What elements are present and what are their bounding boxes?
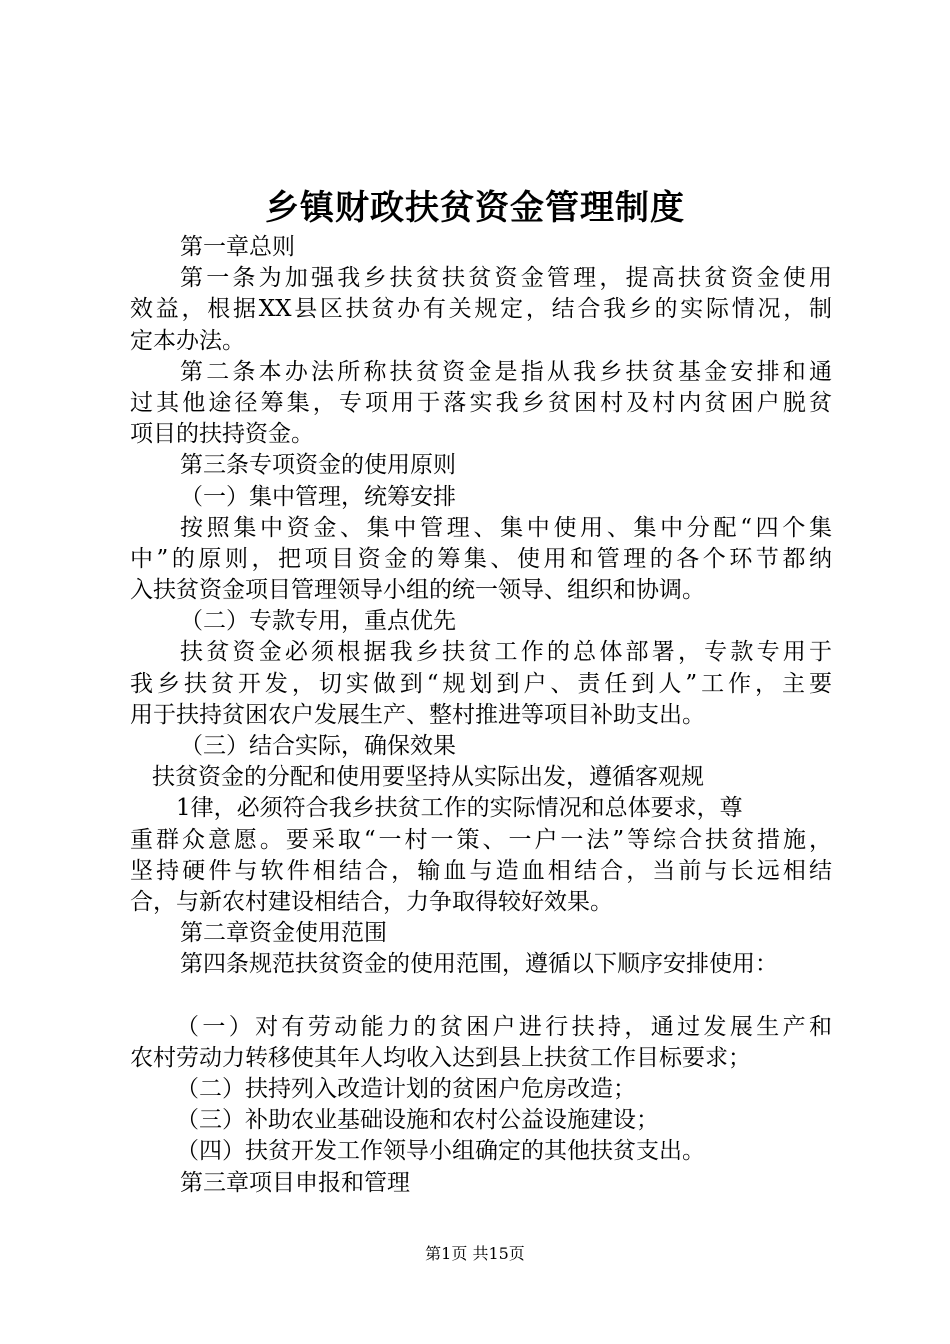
article-heading: 第四条规范扶贫资金的使用范围，遵循以下顺序安排使用： <box>180 951 778 978</box>
paragraph-line: 第二条本办法所称扶贫资金是指从我乡扶贫基金安排和通 <box>180 358 832 385</box>
list-item: （四）扶贫开发工作领导小组确定的其他扶贫支出。 <box>176 1138 705 1165</box>
list-item: （二）扶持列入改造计划的贫困户危房改造； <box>176 1076 636 1103</box>
paragraph-line: 重群众意愿。要采取“一村一策、一户一法”等综合扶贫措施， <box>130 826 832 853</box>
paragraph-line: 第一条为加强我乡扶贫扶贫资金管理，提高扶贫资金使用 <box>180 265 832 292</box>
paragraph-line: 中”的原则，把项目资金的筹集、使用和管理的各个环节都纳 <box>130 545 832 572</box>
paragraph-line: 我乡扶贫开发，切实做到“规划到户、责任到人”工作，主要 <box>130 670 832 697</box>
chapter-heading: 第一章总则 <box>180 234 295 260</box>
paragraph-line: 项目的扶持资金。 <box>130 421 314 448</box>
document-title: 乡镇财政扶贫资金管理制度 <box>265 188 685 228</box>
section-heading: （一）集中管理，统筹安排 <box>180 483 456 510</box>
document-body <box>130 232 832 1199</box>
chapter-heading: 第三章项目申报和管理 <box>180 1169 410 1196</box>
list-item: （三）补助农业基础设施和农村公益设施建设； <box>176 1107 659 1134</box>
section-heading: （二）专款专用，重点优先 <box>180 608 456 635</box>
article-heading: 第三条专项资金的使用原则 <box>180 452 456 479</box>
paragraph-line: 扶贫资金必须根据我乡扶贫工作的总体部署，专款专用于 <box>180 639 832 666</box>
list-item: （一）对有劳动能力的贫困户进行扶持，通过发展生产和 <box>176 1013 832 1040</box>
paragraph-line: 效益，根据XX县区扶贫办有关规定，结合我乡的实际情况，制 <box>130 296 832 323</box>
page-footer: 第1页 共15页 <box>425 1244 525 1263</box>
paragraph-line: 过其他途径筹集，专项用于落实我乡贫困村及村内贫困户脱贫 <box>130 389 832 416</box>
paragraph-line: 用于扶持贫困农户发展生产、整村推进等项目补助支出。 <box>130 701 705 728</box>
paragraph-line: 按照集中资金、集中管理、集中使用、集中分配“四个集 <box>180 514 832 541</box>
paragraph-line: 合，与新农村建设相结合，力争取得较好效果。 <box>130 888 613 915</box>
paragraph-line: 入扶贫资金项目管理领导小组的统一领导、组织和协调。 <box>130 577 705 604</box>
paragraph-line: 1律，必须符合我乡扶贫工作的实际情况和总体要求，尊 <box>176 795 743 822</box>
list-item-continuation: 农村劳动力转移使其年人均收入达到县上扶贫工作目标要求； <box>130 1044 751 1071</box>
blank-line <box>130 981 832 1012</box>
paragraph-line: 坚持硬件与软件相结合，输血与造血相结合，当前与长远相结 <box>130 857 832 884</box>
paragraph-line: 扶贫资金的分配和使用要坚持从实际出发，遵循客观规 <box>152 764 704 791</box>
paragraph-line: 定本办法。 <box>130 327 245 354</box>
chapter-heading: 第二章资金使用范围 <box>180 920 387 947</box>
section-heading: （三）结合实际，确保效果 <box>180 733 456 759</box>
